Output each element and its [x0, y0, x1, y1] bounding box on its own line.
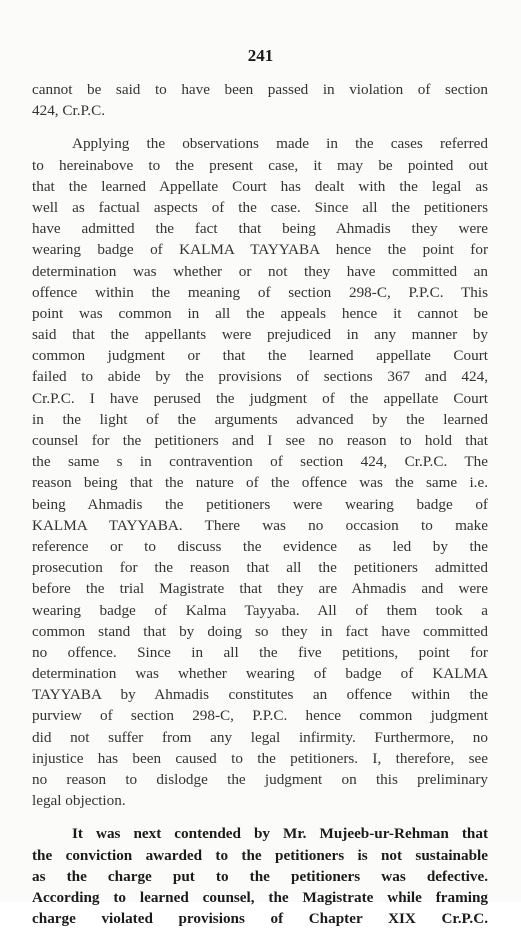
document-body	[32, 79, 488, 929]
text-line: prosecution for the reason that all the petitioners admitted	[32, 559, 488, 577]
text-line: as the charge put to the petitioners was defective.	[32, 867, 488, 885]
text-line: determination was whether or not they have committed an	[32, 262, 488, 280]
text-line: offence within the meaning of section 298-C, P.P.C. This	[32, 283, 488, 301]
text-line: no reason to dislodge the judgment on this preliminary	[32, 771, 488, 788]
text-line: charge violated provisions of Chapter XIX Cr.P.C.	[32, 910, 488, 928]
text-line: 424, Cr.P.C.	[32, 102, 106, 120]
text-line: injustice has been caused to the petitioners. I, therefore, see	[32, 749, 488, 767]
text-line: failed to abide by the provisions of sections 367 and 424,	[32, 368, 488, 386]
text-line: before the trial Magistrate that they are Ahmadis and were	[32, 580, 488, 598]
text-line: legal objection.	[32, 792, 126, 810]
page-number: 241	[247, 46, 274, 65]
text-line: KALMA TAYYABA. There was no occasion to make	[32, 516, 488, 534]
text-line: Cr.P.C. I have perused the judgment of the appellate Court	[32, 389, 488, 407]
text-line: It was next contended by Mr. Mujeeb-ur-Rehman that	[72, 825, 488, 843]
paragraph-continuation	[32, 79, 488, 121]
text-line: counsel for the petitioners and I see no reason to hold that	[32, 432, 488, 449]
text-line: point was common in all the appeals hence it cannot be	[32, 304, 488, 322]
text-line: in the light of the arguments advanced by the learned	[32, 410, 488, 428]
text-line: determination was whether wearing of badge of KALMA	[32, 665, 488, 683]
text-line: the conviction awarded to the petitioners is not sustainable	[32, 846, 488, 864]
text-line: did not suffer from any legal infirmity. Furthermore, no	[32, 728, 488, 746]
text-line: TAYYABA by Ahmadis constitutes an offence within the	[32, 686, 488, 704]
text-line: purview of section 298-C, P.P.C. hence common judgment	[32, 707, 488, 725]
text-line: common judgment or that the learned appellate Court	[32, 347, 488, 365]
text-line: reference or to discuss the evidence as led by the	[32, 537, 488, 555]
text-line: to hereinabove to the present case, it may be pointed out	[32, 156, 488, 174]
text-line: that the learned Appellate Court has dealt with the legal as	[32, 177, 488, 195]
paragraph-next-contention	[32, 823, 488, 929]
text-line: cannot be said to have been passed in violation of section	[32, 81, 488, 98]
text-line: reason being that the nature of the offence was the same i.e.	[32, 474, 488, 492]
text-line: wearing badge of Kalma Tayyaba. All of them took a	[32, 601, 488, 619]
text-line: being Ahmadis the petitioners were wearing badge of	[32, 495, 488, 513]
text-line: have admitted the fact that being Ahmadis they were	[32, 220, 488, 238]
text-line: common stand that by doing so they in fact have committed	[32, 622, 488, 640]
text-line: According to learned counsel, the Magistrate while framing	[32, 888, 488, 906]
text-line: said that the appellants were prejudiced in any manner by	[32, 326, 488, 344]
paragraph-applying-observations	[32, 133, 488, 811]
text-line: no offence. Since in all the five petitions, point for	[32, 643, 488, 661]
text-line: well as factual aspects of the case. Since all the petitioners	[32, 198, 488, 216]
text-line: wearing badge of KALMA TAYYABA hence the point for	[32, 241, 488, 259]
text-line: Applying the observations made in the cases referred	[72, 135, 488, 153]
text-line: the same s in contravention of section 424, Cr.P.C. The	[32, 453, 488, 471]
